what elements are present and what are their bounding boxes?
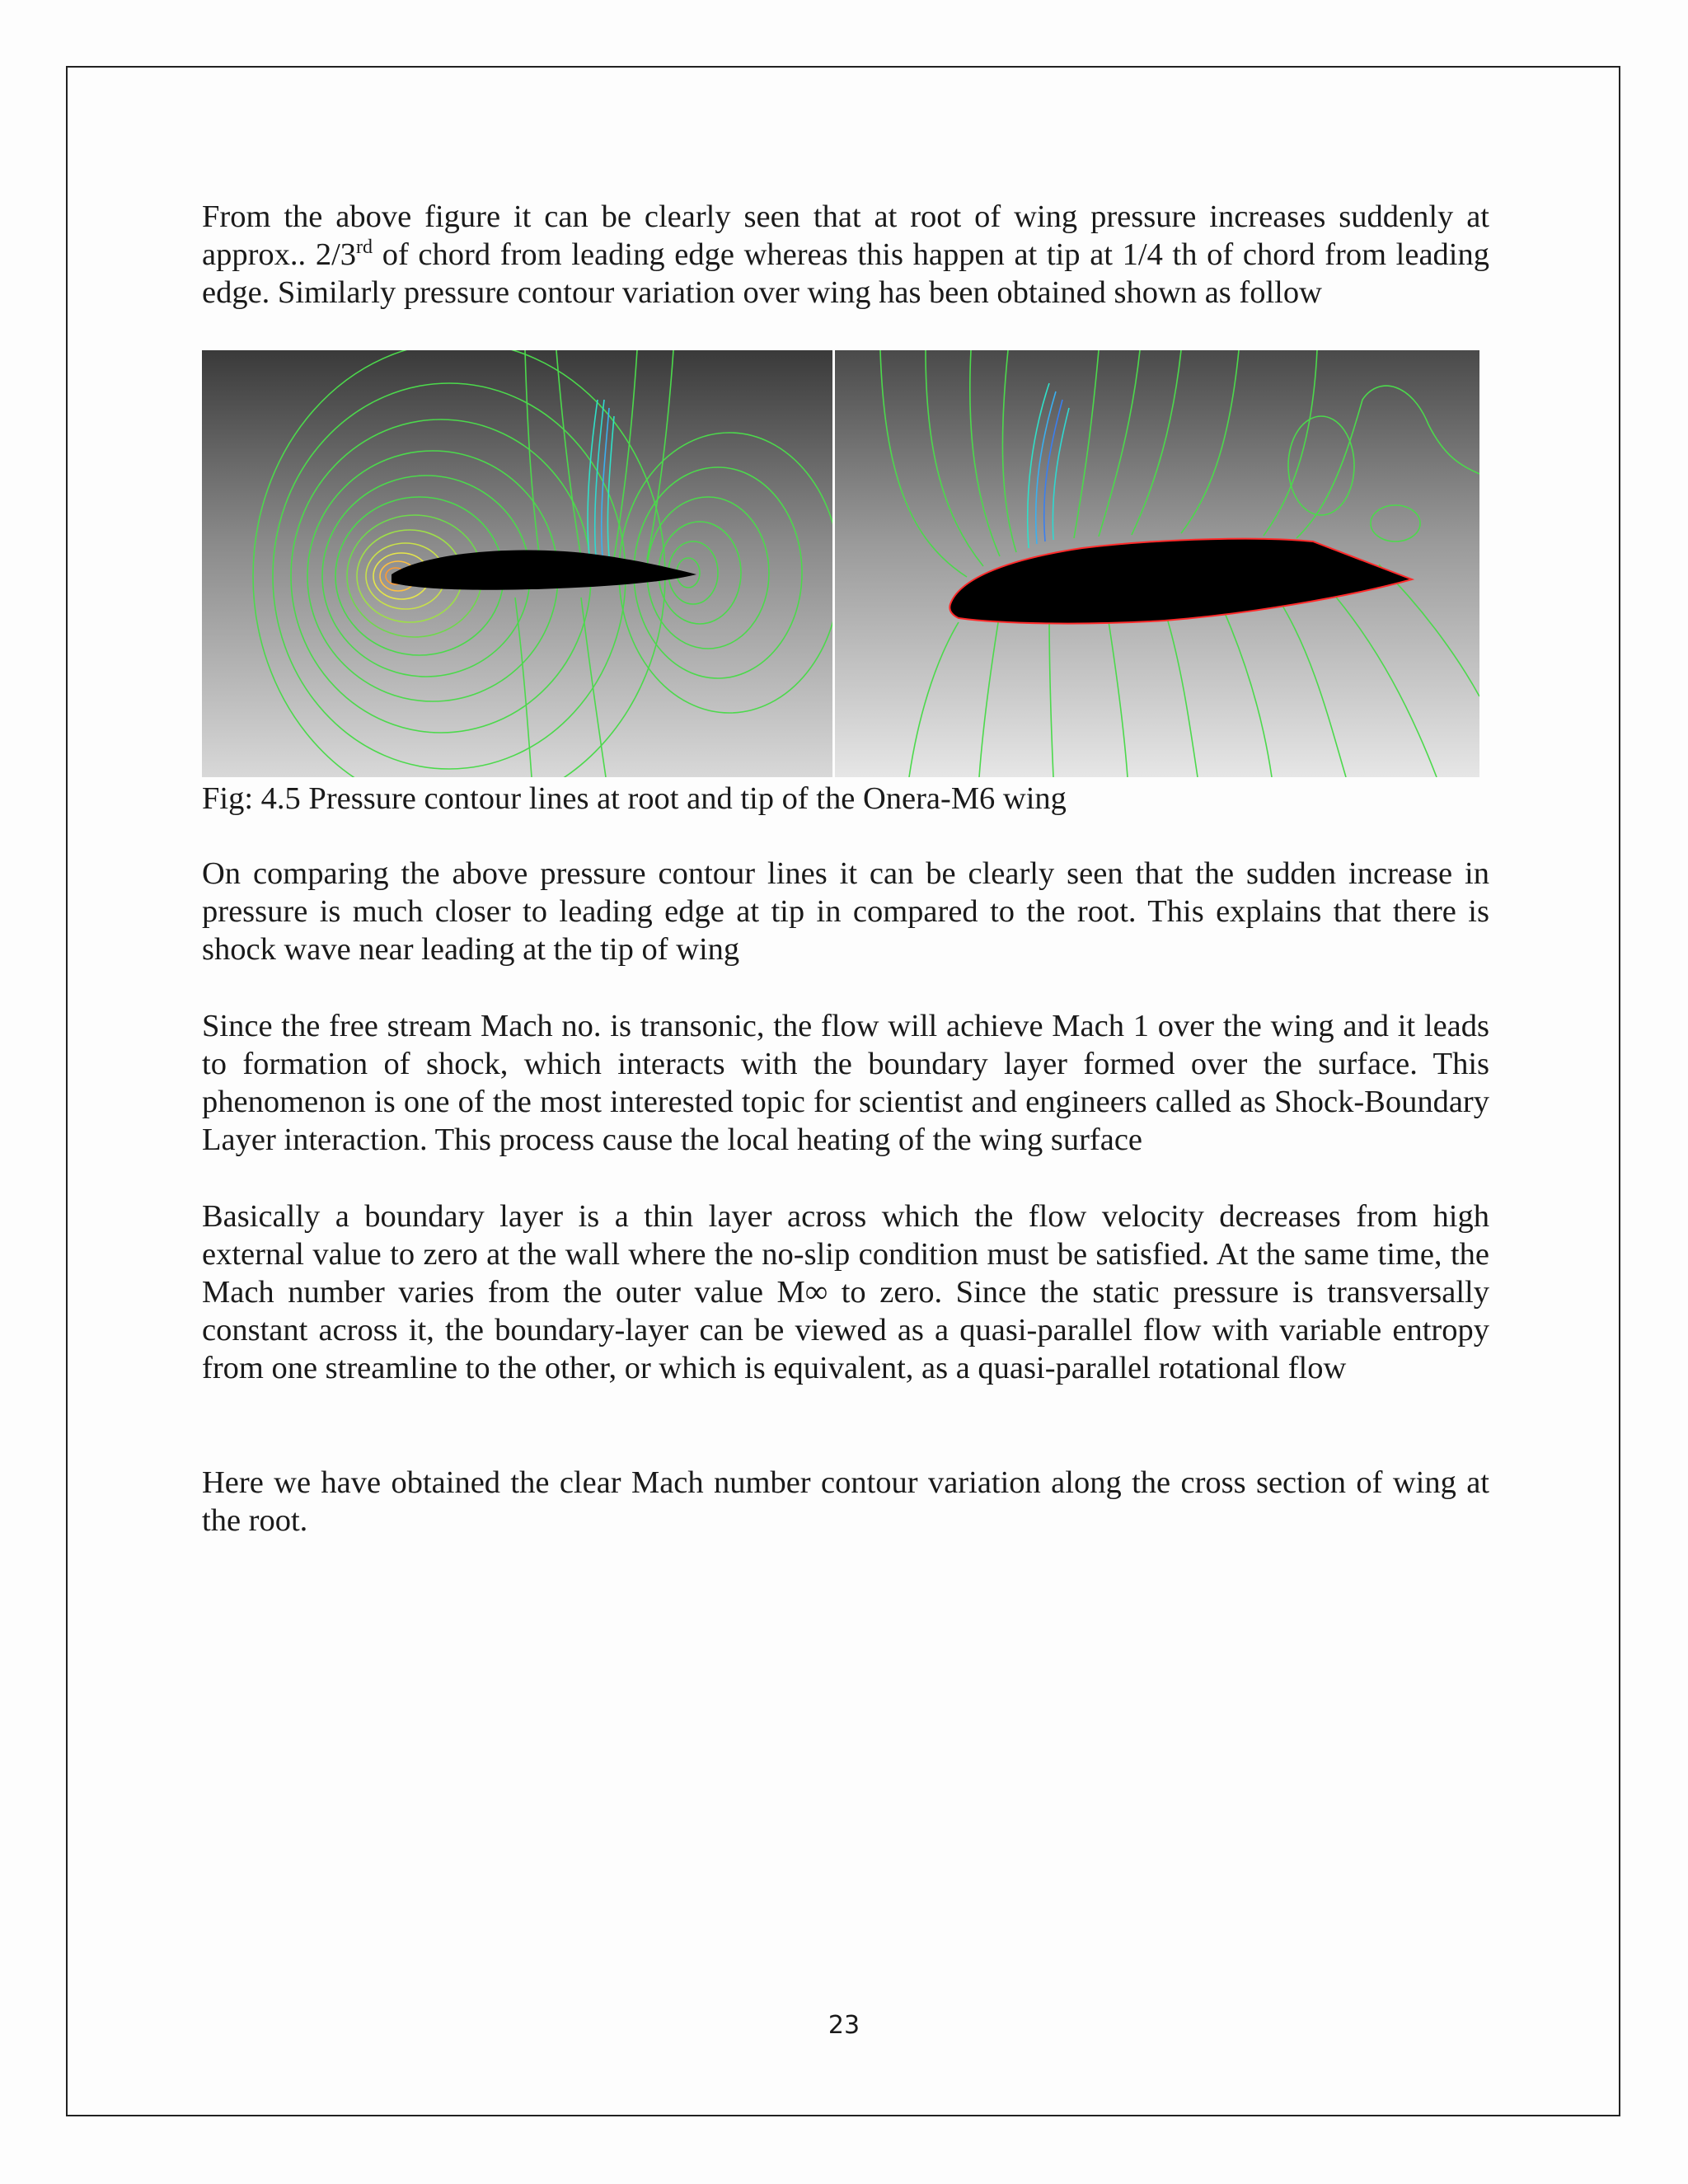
root-contour-image	[202, 350, 832, 777]
paragraph-3: Since the free stream Mach no. is transonic, the flow will achieve Mach 1 over the wing and it leads to formation of shock, which interacts with the boundary layer formed over the surface. This phenomenon is one of the most interested topic for scientist and engineers called as Shock-Boundary Layer interaction. This process cause the local heating of the wing surface	[202, 1009, 1489, 1157]
paragraph-4: Basically a boundary layer is a thin layer across which the flow velocity decreases from high external value to zero at the wall where the no-slip condition must be satisfied. At the same time, the Mach number varies from the outer value M∞ to zero. Since the static pressure is transversally constant across it, the boundary-layer can be viewed as a quasi-parallel flow with variable entropy from one streamline to the other, or which is equivalent, as a quasi-parallel rotational flow	[202, 1199, 1489, 1385]
tip-contour-image	[835, 350, 1479, 777]
figure-caption: Fig: 4.5 Pressure contour lines at root and tip of the Onera-M6 wing	[202, 781, 1067, 816]
page-number: 23	[828, 2011, 860, 2040]
paragraph-1-text: From the above figure it can be clearly seen that at root of wing pressure increases suddenly at approx.. 2/3	[202, 199, 1489, 272]
paragraph-1-continued: of chord from leading edge whereas this happen at tip at 1/4 th of chord from leading edge. Similarly pressure contour variation over wing has been obtained shown as follow	[202, 237, 1490, 310]
tip-contour-plot	[835, 350, 1479, 777]
paragraph-2: On comparing the above pressure contour lines it can be clearly seen that the sudden increase in pressure is much closer to leading edge at tip in compared to the root. This explains that there is shock wave near leading at the tip of wing	[202, 856, 1489, 967]
paragraph-5: Here we have obtained the clear Mach number contour variation along the cross section of wing at the root.	[202, 1465, 1489, 1538]
root-contour-plot	[202, 350, 832, 777]
ordinal-superscript: rd	[356, 237, 373, 258]
tip-airfoil-section	[950, 539, 1412, 624]
paragraph-1	[202, 198, 1489, 312]
pressure-contour-figure	[202, 350, 1479, 777]
